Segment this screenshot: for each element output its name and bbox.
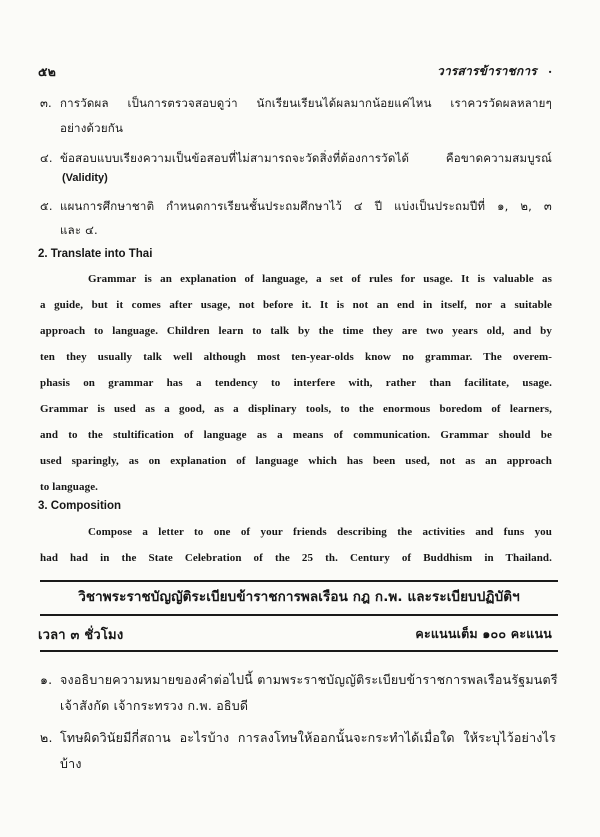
divider	[40, 580, 558, 582]
paragraph-line: Grammar is an explanation of language, a set of rules for usage. It is valuable as	[88, 273, 552, 285]
question-number: ๒.	[40, 730, 53, 745]
paragraph-line: and to the stultification of language as a means of communication. Grammar should be	[40, 429, 552, 441]
paragraph-line: used sparingly, as on explanation of language which has been used, not as an approach	[40, 455, 552, 467]
paragraph-line: had had in the State Celebration of the 25 th. Century of Buddhism in Thailand.	[40, 552, 552, 564]
list-item-line: การวัดผล เป็นการตรวจสอบดูว่า นักเรียนเรียนได้ผลมากน้อยแค่ไหน เราควรวัดผลหลายๆ	[60, 96, 552, 110]
list-item-line: แผนการศึกษาชาติ กำหนดการเรียนชั้นประถมศึกษาไว้ ๔ ปี แบ่งเป็นประถมปีที่ ๑, ๒, ๓	[60, 199, 552, 213]
paragraph-line: approach to language. Children learn to talk by the time they are two years old, and by	[40, 325, 552, 337]
divider	[40, 614, 558, 616]
exam-time: เวลา ๓ ชั่วโมง	[38, 628, 124, 643]
paragraph-line: a guide, but it comes after usage, not before it. It is not an end in itself, nor a suitable	[40, 299, 552, 311]
page-number: ๕๒	[38, 64, 57, 79]
list-item-number: ๔.	[40, 151, 53, 165]
running-title-dot: .	[548, 62, 553, 76]
paragraph-line: Grammar is used as a good, as a displinary tools, to the enormous boredom of learners,	[40, 403, 552, 415]
exam-score: คะแนนเต็ม ๑๐๐ คะแนน	[415, 626, 552, 641]
question-line: บ้าง	[60, 756, 82, 771]
divider	[40, 650, 558, 652]
paragraph-line: Compose a letter to one of your friends describing the activities and funs you	[88, 526, 552, 538]
paragraph-line: phasis on grammar has a tendency to interfere with, rather than facilitate, usage.	[40, 377, 552, 389]
exam-title: วิชาพระราชบัญญัติระเบียบข้าราชการพลเรือน กฎ ก.พ. และระเบียบปฏิบัติฯ	[78, 589, 520, 605]
list-item-number: ๕.	[40, 199, 53, 213]
question-line: จงอธิบายความหมายของคำต่อไปนี้ ตามพระราชบัญญัติระเบียบข้าราชการพลเรือนรัฐมนตรี	[60, 672, 558, 687]
section-heading-composition: 3. Composition	[38, 500, 122, 512]
paragraph-line: ten they usually talk well although most ten-year-olds know no grammar. The overem-	[40, 351, 552, 363]
list-item-line: ข้อสอบแบบเรียงความเป็นข้อสอบที่ไม่สามารถจะวัดสิ่งที่ต้องการวัดได้ คือขาดความสมบูรณ์	[60, 151, 552, 165]
section-heading-translate: 2. Translate into Thai	[38, 248, 153, 260]
list-item-line: อย่างด้วยกัน	[60, 121, 124, 135]
running-title: วารสารข้าราชการ	[437, 64, 537, 78]
list-item-line: (Validity)	[62, 172, 108, 184]
paragraph-line: to language.	[40, 481, 99, 493]
list-item-line: และ ๔.	[60, 223, 98, 237]
question-line: โทษผิดวินัยมีกี่สถาน อะไรบ้าง การลงโทษให้ออกนั้นจะกระทำได้เมื่อใด ให้ระบุไว้อย่างไร	[60, 730, 556, 745]
question-line: เจ้าสังกัด เจ้ากระทรวง ก.พ. อธิบดี	[60, 698, 249, 713]
question-number: ๑.	[40, 672, 53, 687]
list-item-number: ๓.	[40, 96, 52, 110]
